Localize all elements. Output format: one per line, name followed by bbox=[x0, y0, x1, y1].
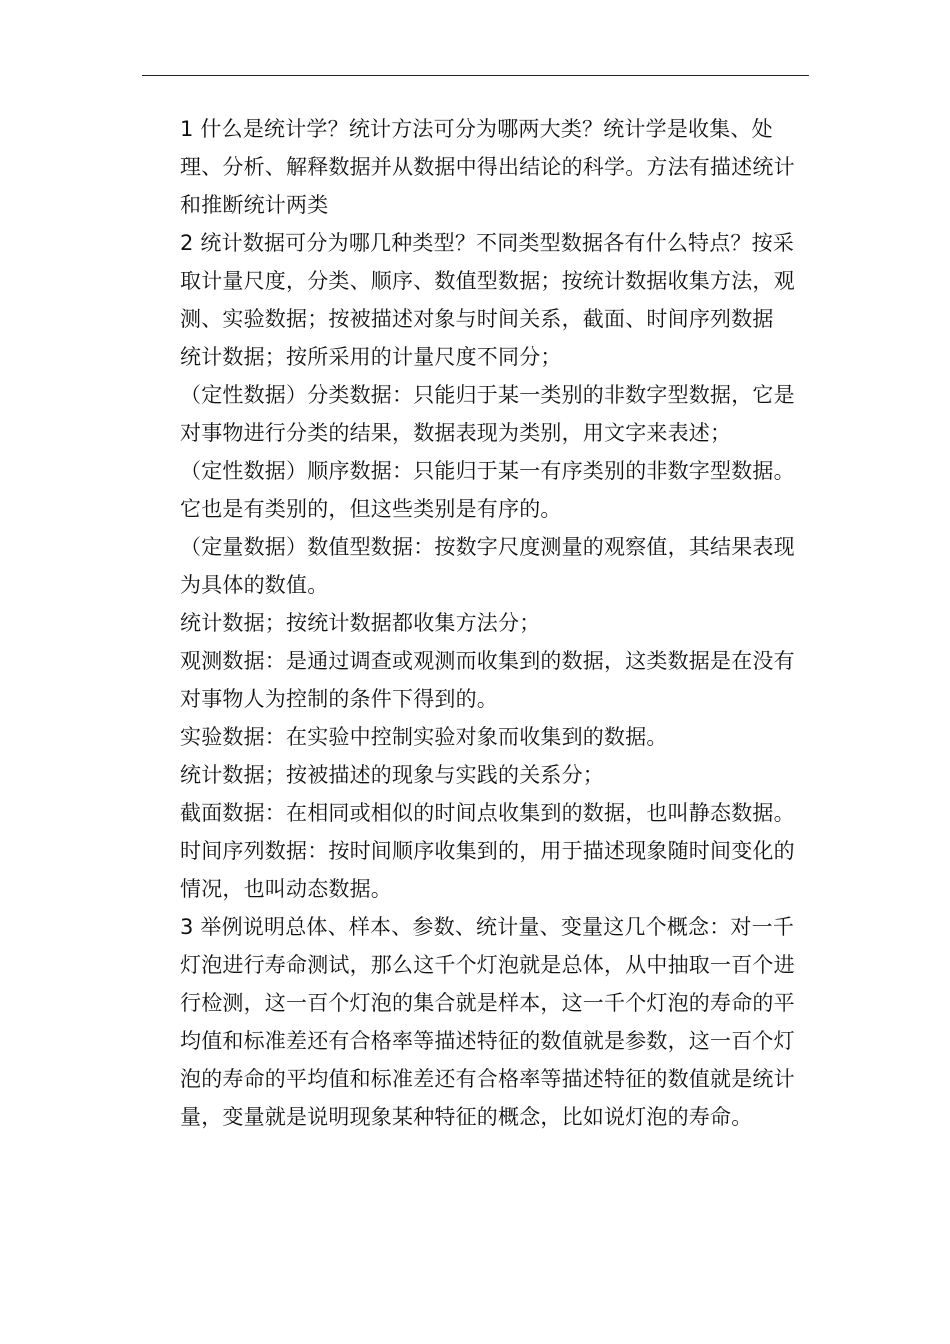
header-rule bbox=[142, 75, 809, 76]
paragraph-categorical: （定性数据）分类数据：只能归于某一类别的非数字型数据，它是对事物进行分类的结果，数据表现为类别，用文字来表述； bbox=[180, 383, 795, 445]
paragraph-ordinal: （定性数据）顺序数据：只能归于某一有序类别的非数字型数据。它也是有类别的，但这些类别是有序的。 bbox=[180, 459, 795, 521]
paragraph-q2: 2 统计数据可分为哪几种类型？不同类型数据各有什么特点？按采取计量尺度，分类、顺序、数值型数据；按统计数据收集方法，观测、实验数据；按被描述对象与时间关系，截面、时间序列数据 bbox=[180, 231, 795, 331]
paragraph-collection-method: 统计数据；按统计数据都收集方法分； bbox=[180, 611, 541, 635]
paragraph-cross-section: 截面数据：在相同或相似的时间点收集到的数据，也叫静态数据。 bbox=[180, 801, 795, 825]
paragraph-observational: 观测数据：是通过调查或观测而收集到的数据，这类数据是在没有对事物人为控制的条件下得到的。 bbox=[180, 649, 795, 711]
paragraph-measure-scale: 统计数据；按所采用的计量尺度不同分； bbox=[180, 345, 562, 369]
paragraph-q3: 3 举例说明总体、样本、参数、统计量、变量这几个概念：对一千灯泡进行寿命测试，那么这千个灯泡就是总体，从中抽取一百个进行检测，这一百个灯泡的集合就是样本，这一千个灯泡的寿命的平均值和标准差还有合格率等描述特征的数值就是参数，这一百个灯泡的寿命的平均值和标准差还有合格率等描述特征的数值就是统计量，变量就是说明现象某种特征的概念，比如说灯泡的寿命。 bbox=[180, 915, 795, 1129]
paragraph-numerical: （定量数据）数值型数据：按数字尺度测量的观察值，其结果表现为具体的数值。 bbox=[180, 535, 795, 597]
document-body bbox=[180, 110, 810, 1136]
paragraph-time-series: 时间序列数据：按时间顺序收集到的，用于描述现象随时间变化的情况，也叫动态数据。 bbox=[180, 839, 795, 901]
paragraph-time-relation: 统计数据；按被描述的现象与实践的关系分； bbox=[180, 763, 604, 787]
paragraph-q1: 1 什么是统计学？统计方法可分为哪两大类？统计学是收集、处理、分析、解释数据并从数据中得出结论的科学。方法有描述统计和推断统计两类 bbox=[180, 117, 795, 217]
paragraph-experimental: 实验数据：在实验中控制实验对象而收集到的数据。 bbox=[180, 725, 668, 749]
